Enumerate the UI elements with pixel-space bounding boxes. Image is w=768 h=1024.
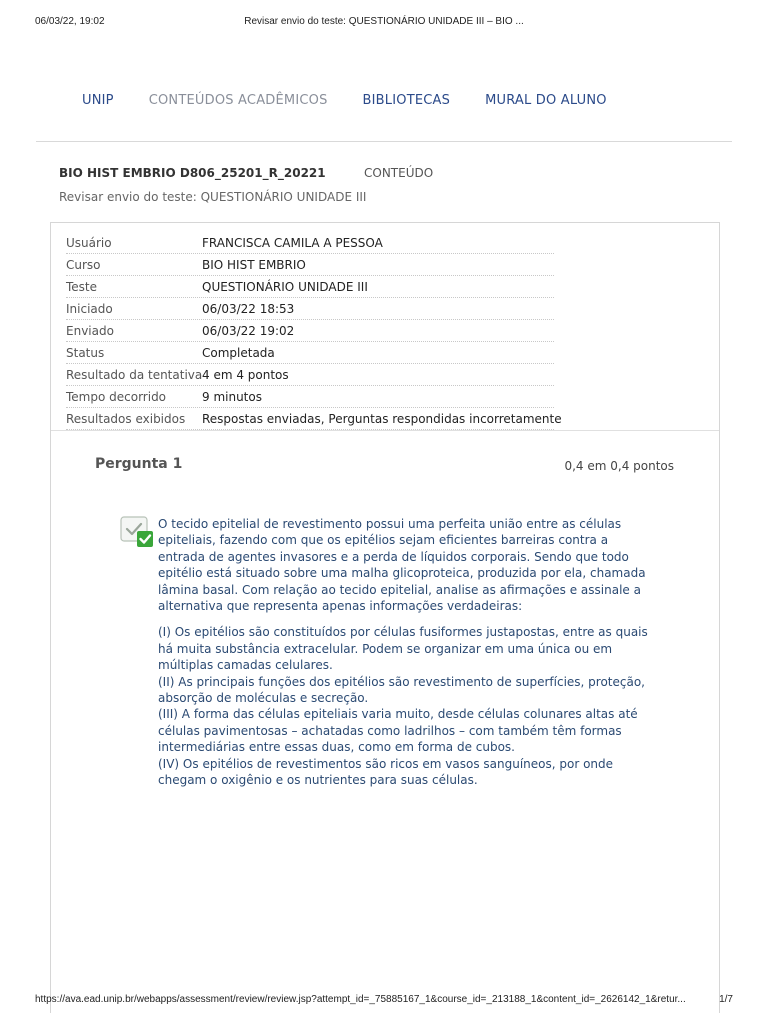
summary-value: FRANCISCA CAMILA A PESSOA <box>202 236 383 250</box>
summary-row-resultado <box>66 365 554 386</box>
summary-row-teste <box>66 277 554 298</box>
summary-label: Curso <box>66 258 101 272</box>
print-url: https://ava.ead.unip.br/webapps/assessment/review/review.jsp?attempt_id=_75885167_1&course_id=_213188_1&content_id=_2626142_1&retur... <box>35 994 686 1005</box>
breadcrumb-content[interactable]: CONTEÚDO <box>364 166 434 180</box>
print-page-title: Revisar envio do teste: QUESTIONÁRIO UNIDADE III – BIO ... <box>244 16 524 27</box>
summary-label: Tempo decorrido <box>66 390 167 404</box>
summary-label: Enviado <box>66 324 114 338</box>
summary-row-enviado <box>66 321 554 342</box>
summary-value: 06/03/22 19:02 <box>202 324 295 338</box>
question-title: Pergunta 1 <box>95 456 183 472</box>
question-statement: (III) A forma das células epiteliais varia muito, desde células colunares altas até células pavimentosas – achatadas como ladrilhos – com também têm formas intermediárias entre essas duas, como em forma de cubos. <box>158 707 638 755</box>
question-intro: O tecido epitelial de revestimento possui uma perfeita união entre as células epiteliais, fazendo com que os epitélios sejam eficientes barreiras contra a entrada de agentes invasores e a perda de líquidos corporais. Sendo que todo epitélio está situado sobre uma malha glicoproteica, produzida por ela, chamada lâmina basal. Com relação ao tecido epitelial, analise as afirmações e assinale a alternativa que representa apenas informações verdadeiras: <box>158 517 646 614</box>
question-statement: (I) Os epitélios são constituídos por células fusiformes justapostas, entre as quais há muita substância extracelular. Podem se organizar em uma única ou em múltiplas camadas celulares. <box>158 625 648 673</box>
nav-conteudos-academicos[interactable]: CONTEÚDOS ACADÊMICOS <box>148 93 328 108</box>
correct-check-icon <box>120 516 154 548</box>
question-score: 0,4 em 0,4 pontos <box>564 459 674 473</box>
nav-bibliotecas[interactable]: BIBLIOTECAS <box>362 93 451 108</box>
review-panel <box>50 222 720 1013</box>
panel-divider <box>51 430 719 431</box>
summary-label: Resultados exibidos <box>66 412 186 426</box>
summary-row-usuario <box>66 233 554 254</box>
breadcrumb <box>59 166 434 180</box>
breadcrumb-course[interactable]: BIO HIST EMBRIO D806_25201_R_20221 <box>59 166 326 180</box>
summary-label: Status <box>66 346 105 360</box>
question-statement: (II) As principais funções dos epitélios são revestimento de superfícies, proteção, absorção de moléculas e secreção. <box>158 674 645 706</box>
print-page-number: 1/7 <box>719 994 733 1005</box>
summary-value: BIO HIST EMBRIO <box>202 258 306 272</box>
print-datetime: 06/03/22, 19:02 <box>35 16 105 27</box>
summary-row-iniciado <box>66 299 554 320</box>
summary-row-resultados-exibidos <box>66 409 562 430</box>
summary-label: Resultado da tentativa <box>66 368 203 382</box>
summary-row-tempo <box>66 387 554 408</box>
summary-row-curso <box>66 255 554 276</box>
nav-mural-do-aluno[interactable]: MURAL DO ALUNO <box>485 93 607 108</box>
summary-value: 4 em 4 pontos <box>202 368 289 382</box>
summary-value: 06/03/22 18:53 <box>202 302 295 316</box>
summary-value: Respostas enviadas, Perguntas respondidas incorretamente <box>202 412 562 426</box>
nav-unip[interactable]: UNIP <box>82 93 114 108</box>
summary-label: Teste <box>66 280 98 294</box>
summary-label: Usuário <box>66 236 112 250</box>
question-text <box>158 516 656 789</box>
nav-divider <box>36 141 732 142</box>
summary-value: 9 minutos <box>202 390 262 404</box>
summary-value: Completada <box>202 346 275 360</box>
page-title: Revisar envio do teste: QUESTIONÁRIO UNIDADE III <box>59 190 367 204</box>
attempt-summary <box>66 233 562 431</box>
summary-row-status <box>66 343 554 364</box>
summary-label: Iniciado <box>66 302 113 316</box>
top-navigation <box>82 93 642 113</box>
summary-value: QUESTIONÁRIO UNIDADE III <box>202 280 368 294</box>
question-statement: (IV) Os epitélios de revestimentos são ricos em vasos sanguíneos, por onde chegam o oxigênio e os nutrientes para suas células. <box>158 756 614 788</box>
